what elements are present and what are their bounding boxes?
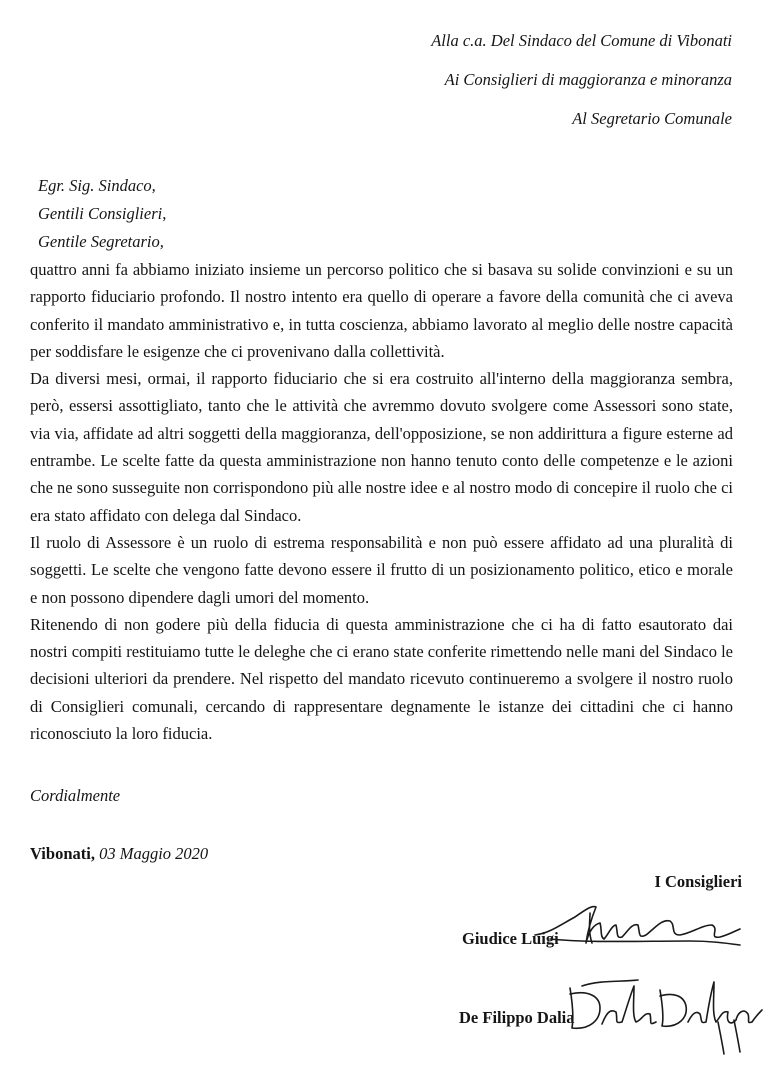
salutation-secretary: Gentile Segretario,: [38, 232, 164, 251]
signature-giudice: [530, 895, 745, 955]
place: Vibonati,: [30, 844, 95, 863]
closing: Cordialmente: [30, 786, 121, 805]
signers-title: I Consiglieri: [654, 872, 742, 891]
recipient-councillors: Ai Consiglieri di maggioranza e minoranza: [444, 70, 732, 89]
recipient-secretary: Al Segretario Comunale: [572, 109, 732, 128]
body-paragraph: quattro anni fa abbiamo iniziato insieme un percorso politico che si basava su solide convinzioni e su un rapporto fiduciario profondo. Il nostro intento era quello di operare a favore della comunità che ci aveva conferito il mandato amministrativo e, in tutta coscienza, abbiamo lavorato al meglio delle nostre capacità per soddisfare le esigenze che ci provenivano dalla collettività.: [30, 260, 733, 361]
letter-body: [30, 256, 733, 747]
body-paragraph: Ritenendo di non godere più della fiducia di questa amministrazione che ci ha di fatto esautorato dai nostri compiti restituiamo tutte le deleghe che ci erano state conferite rimettendo nelle mani del Sindaco le decisioni ulteriori da prendere. Nel rispetto del mandato ricevuto continueremo a svolgere il nostro ruolo di Consiglieri comunali, cercando di rappresentare degnamente le istanze dei cittadini che ci hanno riconosciuto la loro fiducia.: [30, 614, 733, 744]
salutation-councillors: Gentili Consiglieri,: [38, 204, 167, 223]
place-date: [30, 844, 208, 864]
signer-name-defilippo: De Filippo Dalia: [459, 1008, 575, 1027]
signer-name-giudice: Giudice Luigi: [462, 929, 559, 948]
signature-defilippo: [560, 966, 765, 1056]
body-paragraph: Da diversi mesi, ormai, il rapporto fiduciario che si era costruito all'interno della maggioranza sembra, però, essersi assottigliato, tanto che le attività che avremmo dovuto svolgere come Assessori sono state, via via, affidate ad altri soggetti della maggioranza, dell'opposizione, se non addirittura a figure esterne ad entrambe. Le scelte fatte da questa amministrazione non hanno tenuto conto delle competenze e le azioni che ne sono susseguite non corrispondono più alle nostre idee e al nostro modo di concepire il ruolo che ci era stato affidato con delega dal Sindaco.: [30, 369, 733, 525]
recipient-mayor: Alla c.a. Del Sindaco del Comune di Vibonati: [431, 31, 732, 50]
date: 03 Maggio 2020: [99, 844, 209, 863]
body-paragraph: Il ruolo di Assessore è un ruolo di estrema responsabilità e non può essere affidato ad una pluralità di soggetti. Le scelte che vengono fatte devono essere il frutto di un posizionamento politico, etico e morale e non possono dipendere dagli umori del momento.: [30, 532, 733, 607]
salutation-mayor: Egr. Sig. Sindaco,: [38, 176, 156, 195]
